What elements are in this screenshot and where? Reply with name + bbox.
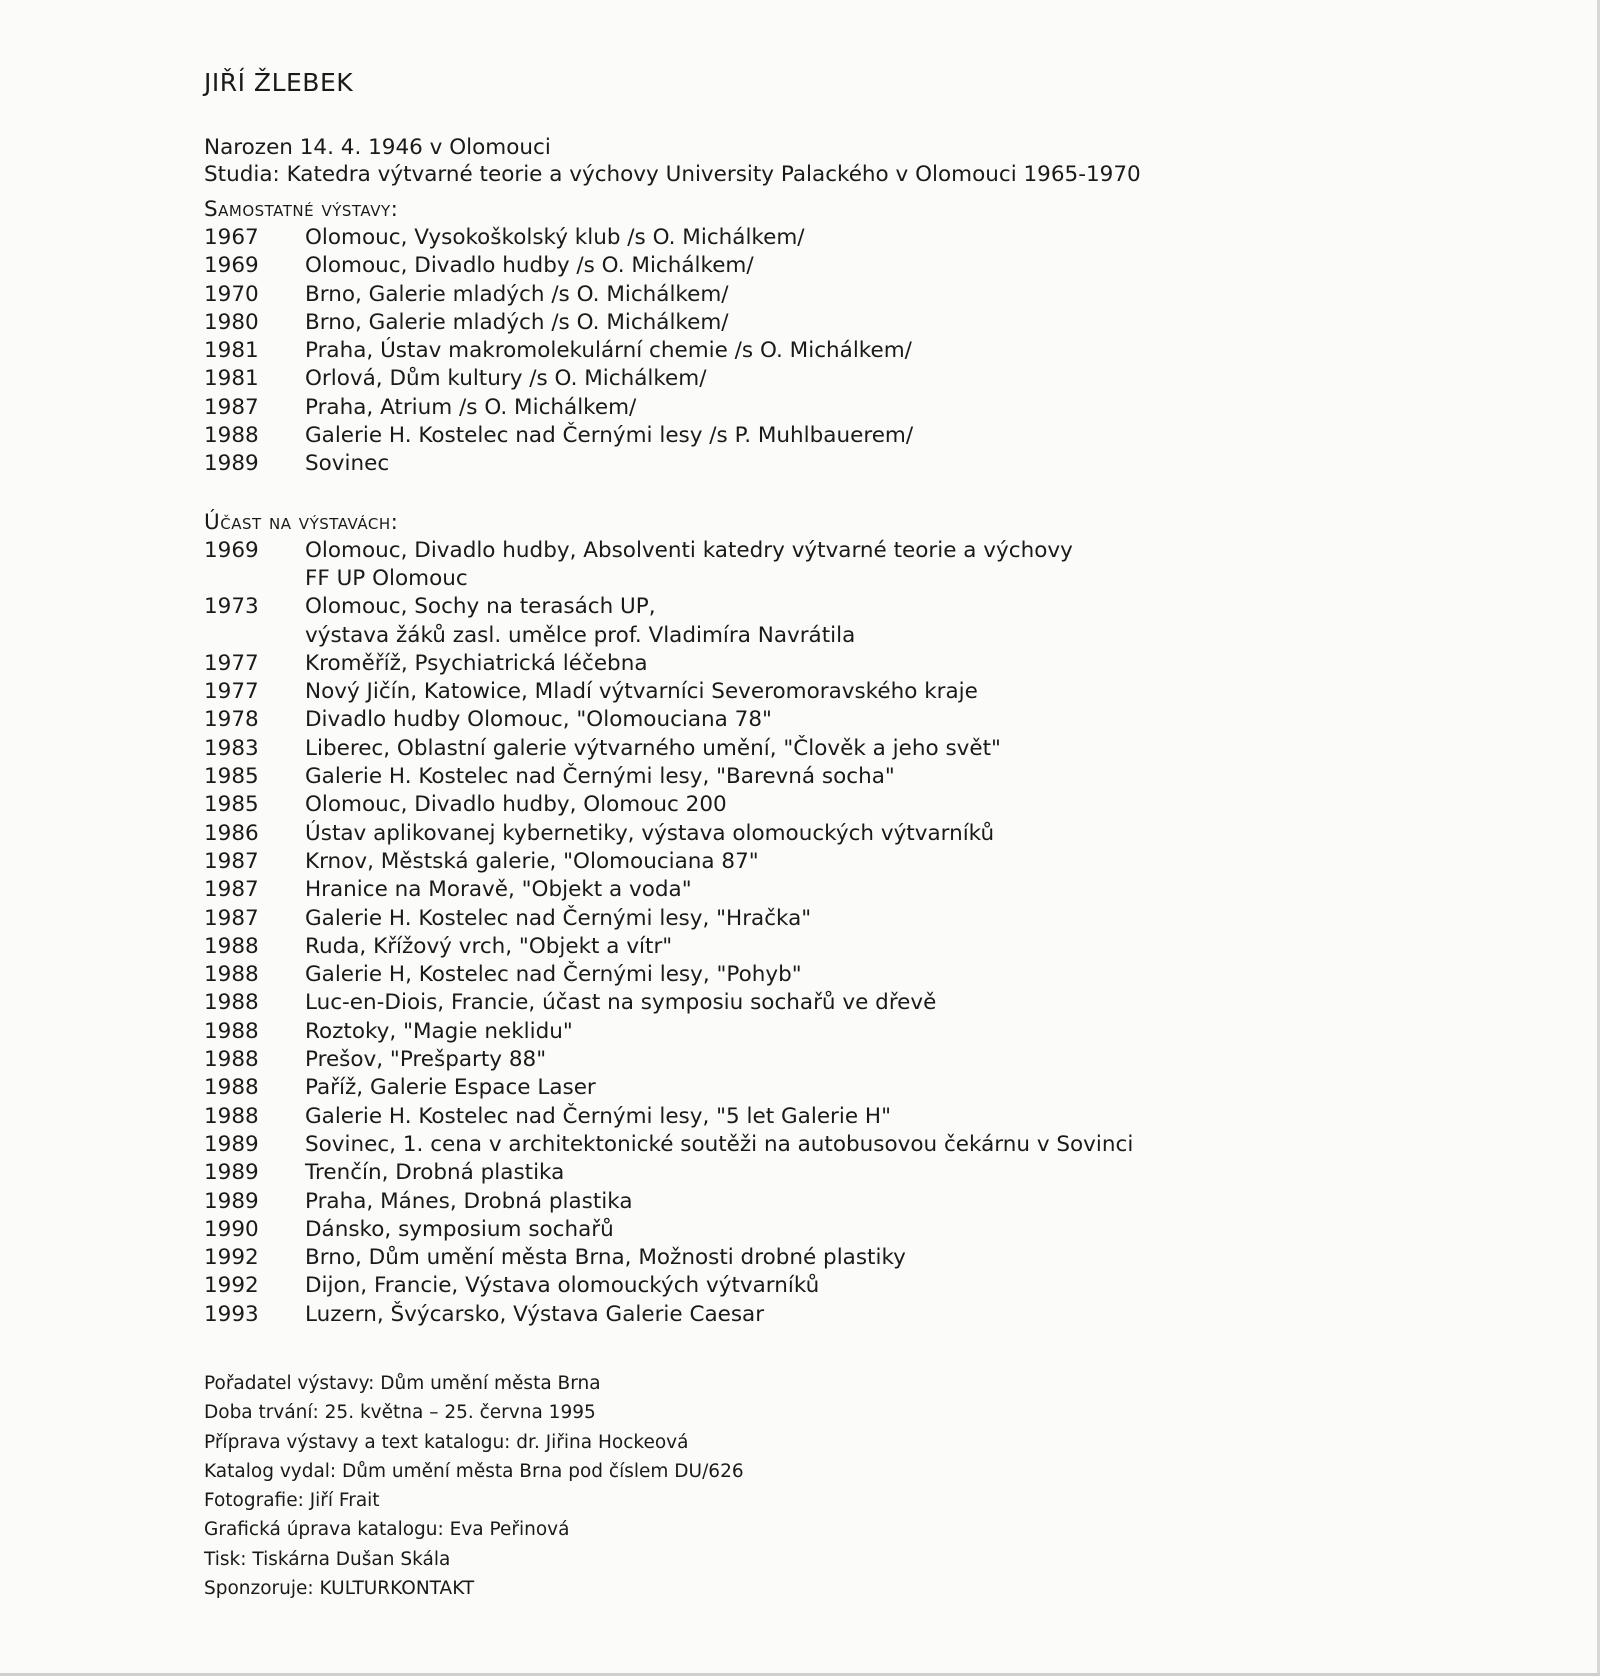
solo-exhibitions-heading: Samostatné výstavy: [204,197,399,222]
exhibition-description-line: Olomouc, Divadlo hudby, Absolventi katedry výtvarné teorie a výchovy [305,537,1073,563]
exhibition-year: 1981 [204,366,259,392]
exhibition-year: 1969 [204,253,259,279]
exhibition-description-line: Liberec, Oblastní galerie výtvarného umění, "Člověk a jeho svět" [305,735,1001,761]
exhibition-description-line: FF UP Olomouc [305,565,468,591]
exhibition-entry [204,1272,1404,1300]
exhibition-description [305,1074,1404,1102]
credit-line: Pořadatel výstavy: Dům umění města Brna [204,1372,601,1394]
exhibition-entry [204,309,1404,337]
exhibition-year: 1990 [204,1216,259,1242]
exhibition-entry [204,1188,1404,1216]
exhibition-description-line: Olomouc, Vysokoškolský klub /s O. Michálkem/ [305,225,805,250]
exhibition-entry [204,337,1404,365]
exhibition-description-line: Olomouc, Divadlo hudby /s O. Michálkem/ [305,253,754,279]
exhibition-year: 1988 [204,1075,259,1101]
exhibition-entry [204,1018,1404,1046]
exhibition-description [305,678,1404,706]
exhibition-year: 1978 [204,707,259,733]
exhibition-year: 1993 [204,1301,259,1327]
exhibition-year: 1992 [204,1273,259,1299]
exhibition-entry [204,1244,1404,1272]
exhibition-year: 1989 [204,1131,259,1157]
exhibition-entry [204,678,1404,706]
exhibition-description-line: výstava žáků zasl. umělce prof. Vladimíra Navrátila [305,622,856,648]
exhibition-description-line: Luzern, Švýcarsko, Výstava Galerie Caesar [305,1301,765,1327]
credit-line: Doba trvání: 25. května – 25. června 1995 [204,1402,596,1424]
exhibition-description-line: Prešov, "Prešparty 88" [305,1047,547,1073]
exhibition-description [305,1188,1404,1216]
exhibition-year: 1988 [204,1018,259,1044]
exhibition-entry [204,281,1404,309]
exhibition-description-line: Trenčín, Drobná plastika [305,1160,565,1186]
exhibition-year: 1983 [204,735,259,761]
exhibition-year: 1987 [204,848,259,874]
exhibition-description-line: Roztoky, "Magie neklidu" [305,1018,573,1044]
exhibition-entry [204,763,1404,791]
exhibition-description [305,422,1404,450]
exhibition-description [305,1018,1404,1046]
group-exhibitions-list [204,537,1404,1329]
exhibition-description [305,1216,1404,1244]
exhibition-entry [204,706,1404,734]
exhibition-description [305,365,1404,393]
exhibition-entry [204,961,1404,989]
exhibition-description-line: Sovinec [305,451,390,477]
exhibition-description [305,224,1404,252]
exhibition-description [305,876,1404,904]
exhibition-year: 1973 [204,594,259,620]
exhibition-entry [204,450,1404,478]
exhibition-description-line: Dánsko, symposium sochařů [305,1216,614,1242]
exhibition-description [305,450,1404,478]
exhibition-entry [204,1046,1404,1074]
exhibition-entry [204,365,1404,393]
credit-line: Příprava výstavy a text katalogu: dr. Jiřina Hockeová [204,1431,689,1453]
exhibition-year: 1989 [204,451,259,477]
exhibition-year: 1987 [204,394,259,420]
exhibition-year: 1988 [204,990,259,1016]
exhibition-description-line: Galerie H. Kostelec nad Černými lesy, "Hračka" [305,905,812,931]
exhibition-description-line: Orlová, Dům kultury /s O. Michálkem/ [305,366,707,392]
exhibition-year: 1985 [204,792,259,818]
exhibition-entry [204,1301,1404,1329]
exhibition-year: 1987 [204,905,259,931]
exhibition-description [305,820,1404,848]
exhibition-year: 1981 [204,338,259,364]
page-content [204,66,1404,1603]
exhibition-entry [204,593,1404,650]
exhibition-description-line: Brno, Galerie mladých /s O. Michálkem/ [305,281,729,307]
exhibition-year: 1988 [204,962,259,988]
exhibition-entry [204,820,1404,848]
credit-line: Sponzoruje: KULTURKONTAKT [204,1578,475,1600]
exhibition-description [305,1046,1404,1074]
exhibition-description-line: Olomouc, Sochy na terasách UP, [305,594,656,620]
exhibition-entry [204,1216,1404,1244]
exhibition-year: 1977 [204,650,259,676]
exhibition-year: 1970 [204,281,259,307]
exhibition-entry [204,848,1404,876]
exhibition-description-line: Dijon, Francie, Výstava olomouckých výtvarníků [305,1273,820,1299]
exhibition-description [305,791,1404,819]
exhibition-description [305,961,1404,989]
exhibition-entry [204,1159,1404,1187]
exhibition-year: 1977 [204,679,259,705]
exhibition-description-line: Praha, Atrium /s O. Michálkem/ [305,394,637,420]
exhibition-entry [204,252,1404,280]
exhibition-year: 1988 [204,1047,259,1073]
exhibition-year: 1980 [204,309,259,335]
exhibition-description-line: Ruda, Křížový vrch, "Objekt a vítr" [305,933,673,959]
exhibition-description-line: Olomouc, Divadlo hudby, Olomouc 200 [305,792,727,818]
exhibition-description [305,706,1404,734]
exhibition-year: 1988 [204,1103,259,1129]
exhibition-entry [204,791,1404,819]
exhibition-description-line: Brno, Dům umění města Brna, Možnosti drobné plastiky [305,1245,906,1271]
exhibition-description [305,1272,1404,1300]
exhibition-year: 1988 [204,423,259,449]
exhibition-entry [204,905,1404,933]
exhibition-entry [204,989,1404,1017]
exhibition-description-line: Galerie H. Kostelec nad Černými lesy /s P. Muhlbauerem/ [305,423,914,449]
artist-name: JIŘÍ ŽLEBEK [204,68,354,97]
exhibition-description [305,1103,1404,1131]
exhibition-entry [204,1103,1404,1131]
exhibition-year: 1986 [204,820,259,846]
exhibition-entry [204,537,1404,594]
exhibition-description-line: Paříž, Galerie Espace Laser [305,1075,596,1101]
exhibition-description-line: Sovinec, 1. cena v architektonické soutěži na autobusovou čekárnu v Sovinci [305,1131,1134,1157]
exhibition-description [305,309,1404,337]
exhibition-year: 1969 [204,537,259,563]
exhibition-entry [204,1074,1404,1102]
exhibition-description-line: Luc-en-Diois, Francie, účast na symposiu sochařů ve dřevě [305,990,937,1016]
exhibition-year: 1988 [204,933,259,959]
exhibition-entry [204,876,1404,904]
credit-line: Fotografie: Jiří Frait [204,1490,380,1512]
exhibition-entry [204,394,1404,422]
exhibition-description-line: Galerie H, Kostelec nad Černými lesy, "Pohyb" [305,962,802,988]
exhibition-description [305,337,1404,365]
exhibition-description [305,848,1404,876]
exhibition-description [305,593,1404,650]
exhibition-description-line: Hranice na Moravě, "Objekt a voda" [305,877,692,903]
exhibition-description-line: Ústav aplikovanej kybernetiky, výstava olomouckých výtvarníků [305,820,995,846]
group-exhibitions-heading: Účast na výstavách: [204,509,399,535]
exhibition-entry [204,422,1404,450]
exhibition-year: 1967 [204,225,259,250]
exhibition-description [305,905,1404,933]
exhibition-description-line: Krnov, Městská galerie, "Olomouciana 87" [305,848,759,874]
exhibition-description [305,281,1404,309]
exhibition-description [305,1159,1404,1187]
exhibition-description [305,1131,1404,1159]
exhibition-description-line: Brno, Galerie mladých /s O. Michálkem/ [305,309,729,335]
exhibition-description-line: Kroměříž, Psychiatrická léčebna [305,650,648,676]
solo-exhibitions-list [204,224,1404,479]
exhibition-entry [204,650,1404,678]
studies-info: Studia: Katedra výtvarné teorie a výchovy University Palackého v Olomouci 1965-1970 [204,162,1141,187]
exhibition-entry [204,224,1404,252]
birth-info: Narozen 14. 4. 1946 v Olomouci [204,135,551,160]
exhibition-description-line: Praha, Ústav makromolekulární chemie /s O. Michálkem/ [305,338,912,364]
credit-line: Grafická úprava katalogu: Eva Peřinová [204,1519,570,1541]
exhibition-description [305,763,1404,791]
exhibition-description-line: Galerie H. Kostelec nad Černými lesy, "5 let Galerie H" [305,1103,891,1129]
exhibition-description-line: Divadlo hudby Olomouc, "Olomouciana 78" [305,707,772,733]
exhibition-description [305,989,1404,1017]
exhibition-description-line: Praha, Mánes, Drobná plastika [305,1188,633,1214]
credit-line: Tisk: Tiskárna Dušan Skála [204,1548,451,1570]
exhibition-description [305,1244,1404,1272]
exhibition-description [305,735,1404,763]
catalog-credits [204,1369,1404,1603]
exhibition-entry [204,933,1404,961]
exhibition-year: 1992 [204,1245,259,1271]
exhibition-year: 1989 [204,1160,259,1186]
exhibition-description [305,1301,1404,1329]
exhibition-entry [204,1131,1404,1159]
exhibition-description [305,537,1404,594]
exhibition-description-line: Galerie H. Kostelec nad Černými lesy, "Barevná socha" [305,764,895,790]
exhibition-description [305,394,1404,422]
credit-line: Katalog vydal: Dům umění města Brna pod číslem DU/626 [204,1460,744,1482]
exhibition-entry [204,735,1404,763]
exhibition-year: 1989 [204,1188,259,1214]
exhibition-description [305,252,1404,280]
exhibition-description [305,933,1404,961]
exhibition-description-line: Nový Jičín, Katowice, Mladí výtvarníci Severomoravského kraje [305,679,978,705]
exhibition-description [305,650,1404,678]
exhibition-year: 1985 [204,764,259,790]
exhibition-year: 1987 [204,877,259,903]
